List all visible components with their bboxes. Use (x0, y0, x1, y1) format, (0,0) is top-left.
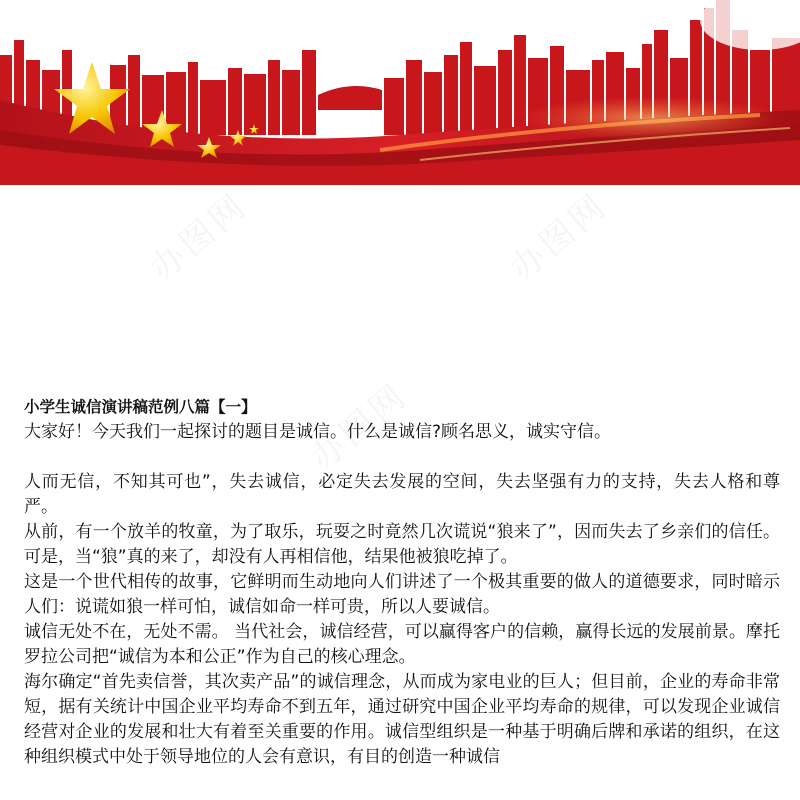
paragraph: 海尔确定“首先卖信誉，其次卖产品”的诚信理念，从而成为家电业的巨人；但目前，企业的寿命非常短，据有关统计中国企业平均寿命不到五年，通过研究中国企业平均寿命的规律，可以发现企业诚信经营对企业的发展和壮大有着至关重要的作用。诚信型组织是一种基于明确后牌和承诺的组织，在这种组织模式中处于领导地位的人会有意识，有目的创造一种诚信 (24, 672, 780, 767)
watermark (138, 179, 257, 290)
header-banner (0, 0, 800, 185)
paragraph: 人而无信，不知其可也”，失去诚信，必定失去发展的空间，失去坚强有力的支持，失去人格和尊严。 (24, 472, 780, 517)
article (24, 394, 780, 770)
paragraph: 大家好！今天我们一起探讨的题目是诚信。什么是诚信?顾名思义，诚实守信。 (24, 422, 612, 442)
paragraph-spacer (24, 445, 780, 470)
paragraph: 诚信无处不在，无处不需。 当代社会，诚信经营，可以赢得客户的信赖，赢得长远的发展前景。摩托罗拉公司把“诚信为本和公正”作为自己的核心理念。 (24, 622, 780, 667)
watermark (498, 179, 617, 290)
article-title: 小学生诚信演讲稿范例八篇【一】 (24, 398, 257, 416)
banner-artwork (0, 0, 800, 185)
paragraph: 从前，有一个放羊的牧童，为了取乐，玩耍之时竟然几次谎说“狼来了”，因而失去了乡亲们的信任。可是，当“狼”真的来了，却没有人再相信他，结果他被狼吃掉了。 (24, 522, 780, 567)
paragraph: 这是一个世代相传的故事，它鲜明而生动地向人们讲述了一个极其重要的做人的道德要求，同时暗示人们：说谎如狼一样可怕，诚信如命一样可贵，所以人要诚信。 (24, 572, 780, 617)
